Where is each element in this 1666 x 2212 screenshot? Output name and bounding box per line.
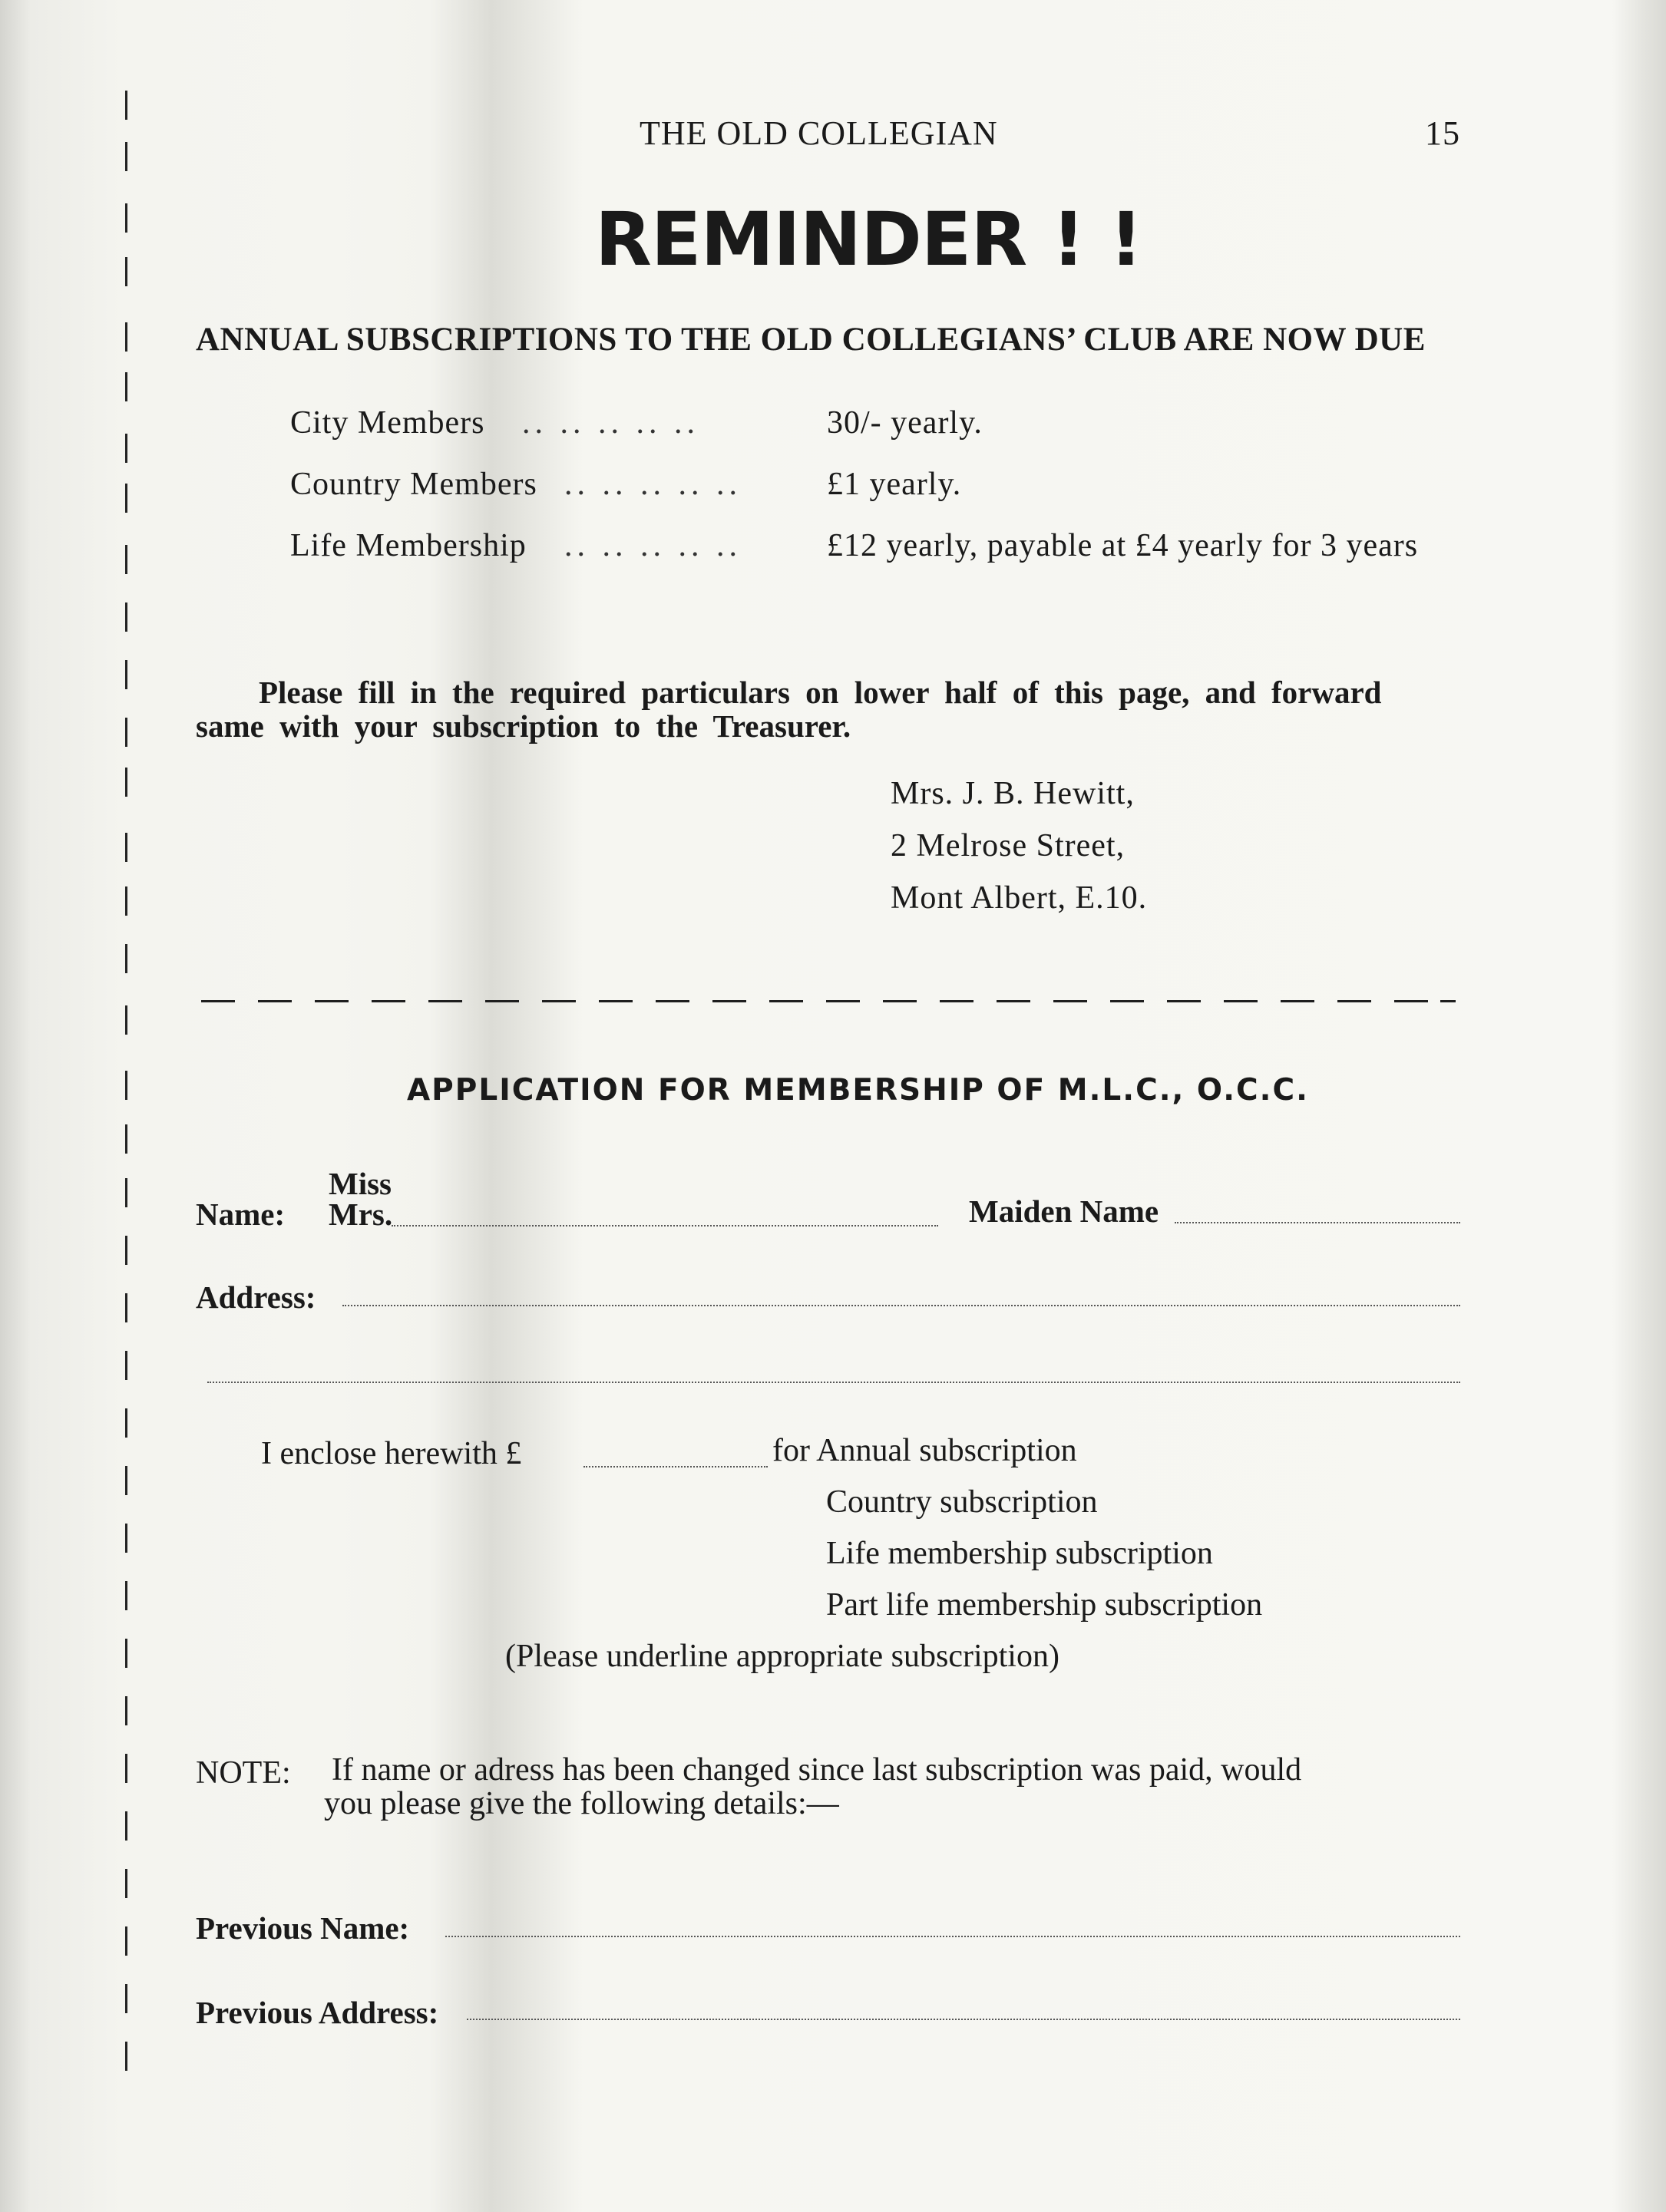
fee-leader-life: .. .. .. .. .. <box>564 528 742 563</box>
underline-instruction: (Please underline appropriate subscription) <box>505 1639 1059 1674</box>
running-head: THE OLD COLLEGIAN <box>640 114 998 152</box>
previous-name-field[interactable] <box>445 1936 1460 1937</box>
title-option-miss: Miss <box>329 1166 392 1201</box>
previous-address-field[interactable] <box>467 2019 1460 2020</box>
treasurer-name: Mrs. J. B. Hewitt, <box>891 776 1135 811</box>
note-line-2: you please give the following details:— <box>324 1786 839 1821</box>
fee-amount-city: 30/- yearly. <box>827 405 983 441</box>
maiden-name-label: Maiden Name <box>969 1193 1159 1229</box>
maiden-name-field[interactable] <box>1175 1222 1460 1223</box>
annual-subscription-option: for Annual subscription <box>772 1433 1077 1468</box>
amount-field[interactable] <box>583 1466 768 1468</box>
note-label: NOTE: <box>196 1755 291 1791</box>
fee-amount-life: £12 yearly, payable at £4 yearly for 3 years <box>827 528 1419 563</box>
application-title: APPLICATION FOR MEMBERSHIP OF M.L.C., O.C.C. <box>407 1073 1309 1108</box>
fee-amount-country: £1 yearly. <box>827 467 962 502</box>
life-membership-option: Life membership subscription <box>826 1536 1213 1571</box>
name-label: Name: <box>196 1197 286 1232</box>
address-field-line-1[interactable] <box>342 1305 1460 1306</box>
page-number: 15 <box>1425 114 1460 152</box>
treasurer-suburb: Mont Albert, E.10. <box>891 880 1148 916</box>
fee-label-country: Country Members <box>290 467 537 502</box>
instruction-line-1: Please fill in the required particulars on lower half of this page, and forward <box>259 675 1382 710</box>
country-subscription-option: Country subscription <box>826 1484 1098 1520</box>
subscriptions-heading: ANNUAL SUBSCRIPTIONS TO THE OLD COLLEGIANS’ CLUB ARE NOW DUE <box>196 322 1426 358</box>
fee-label-city: City Members <box>290 405 485 441</box>
enclose-text: I enclose herewith £ <box>261 1436 522 1471</box>
previous-address-label: Previous Address: <box>196 1995 439 2030</box>
instruction-line-2: same with your subscription to the Treasurer. <box>196 708 851 744</box>
part-life-membership-option: Part life membership subscription <box>826 1587 1263 1623</box>
address-label: Address: <box>196 1279 316 1315</box>
title-option-mrs: Mrs. <box>329 1197 393 1232</box>
name-field[interactable] <box>392 1225 938 1227</box>
fee-leader-city: .. .. .. .. .. <box>522 405 699 441</box>
reminder-title: REMINDER ! ! <box>595 196 1142 282</box>
treasurer-street: 2 Melrose Street, <box>891 828 1126 863</box>
previous-name-label: Previous Name: <box>196 1910 410 1946</box>
fee-label-life: Life Membership <box>290 528 527 563</box>
address-field-line-2[interactable] <box>207 1382 1460 1383</box>
fee-leader-country: .. .. .. .. .. <box>564 467 742 502</box>
note-line-1: If name or adress has been changed since last subscription was paid, would <box>332 1752 1302 1788</box>
